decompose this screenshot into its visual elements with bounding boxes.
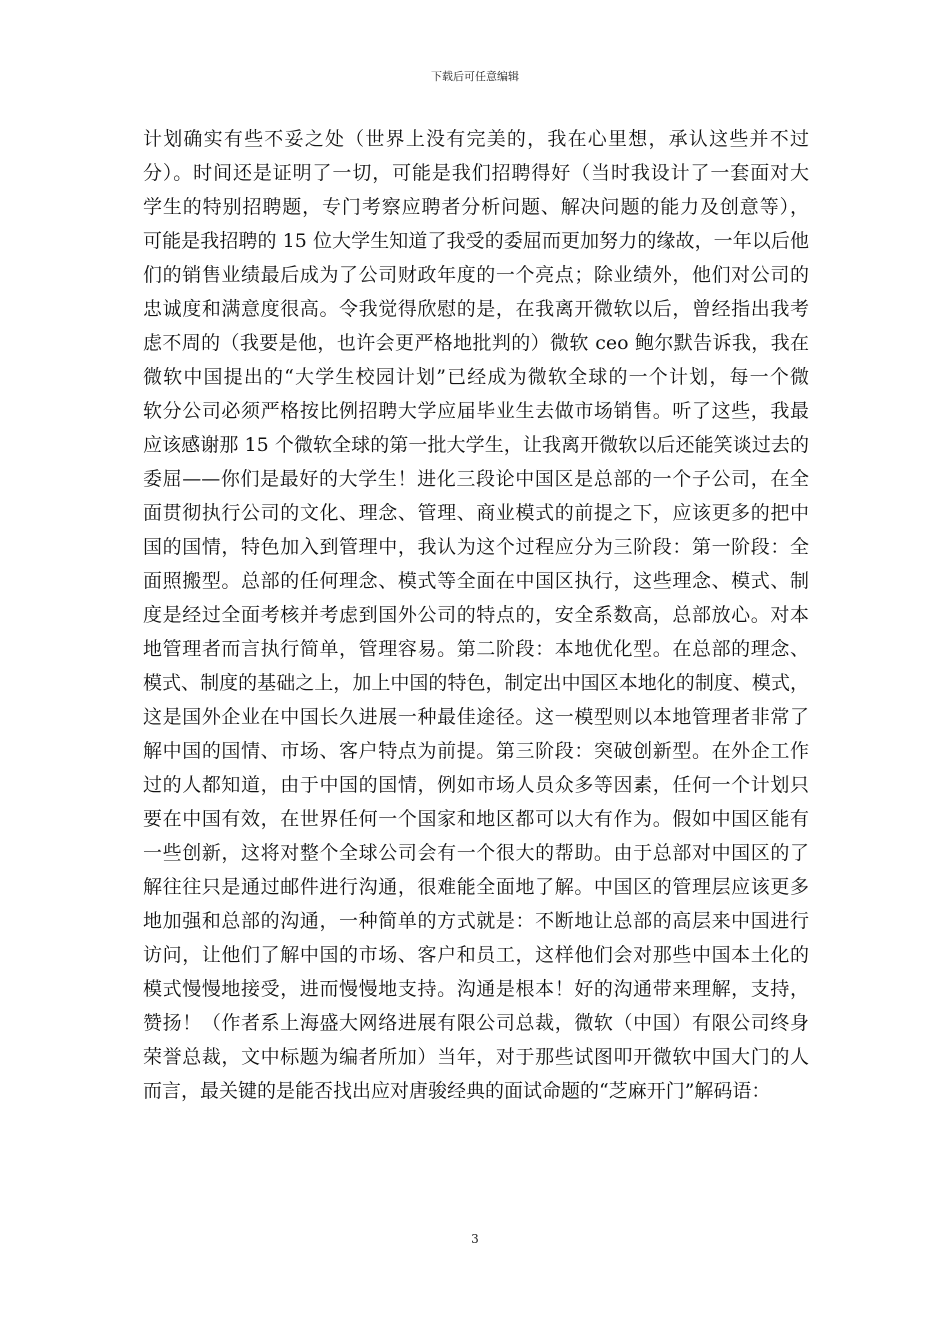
body-line: 地管理者而言执行简单，管理容易。第二阶段：本地优化型。在总部的理念、 (143, 638, 809, 660)
body-line: 模式慢慢地接受，进而慢慢地支持。沟通是根本！好的沟通带来理解，支持， (143, 978, 809, 1000)
body-line: 软分公司必须严格按比例招聘大学应届毕业生去做市场销售。听了这些，我最 (143, 400, 809, 422)
body-line: 荣誉总裁，文中标题为编者所加）当年，对于那些试图叩开微软中国大门的人 (143, 1046, 809, 1068)
body-line: 忠诚度和满意度很高。令我觉得欣慰的是，在我离开微软以后，曾经指出我考 (143, 298, 809, 320)
body-line: 委屈——你们是最好的大学生！进化三段论中国区是总部的一个子公司，在全 (143, 468, 809, 490)
body-line: 可能是我招聘的 15 位大学生知道了我受的委屈而更加努力的缘故，一年以后他 (143, 230, 809, 252)
body-line: 要在中国有效，在世界任何一个国家和地区都可以大有作为。假如中国区能有 (143, 808, 809, 830)
body-line: 过的人都知道，由于中国的国情，例如市场人员众多等因素，任何一个计划只 (143, 774, 809, 796)
body-line: 应该感谢那 15 个微软全球的第一批大学生，让我离开微软以后还能笑谈过去的 (143, 434, 809, 456)
body-line: 们的销售业绩最后成为了公司财政年度的一个亮点；除业绩外，他们对公司的 (143, 264, 809, 286)
body-line: 微软中国提出的“大学生校园计划”已经成为微软全球的一个计划，每一个微 (143, 366, 809, 388)
body-line: 度是经过全面考核并考虑到国外公司的特点的，安全系数高，总部放心。对本 (143, 604, 809, 626)
body-line: 这是国外企业在中国长久进展一种最佳途径。这一模型则以本地管理者非常了 (143, 706, 809, 728)
body-line: 分）。时间还是证明了一切，可能是我们招聘得好（当时我设计了一套面对大 (143, 162, 809, 184)
body-line: 计划确实有些不妥之处（世界上没有完美的，我在心里想，承认这些并不过 (143, 128, 809, 150)
body-line: 面照搬型。总部的任何理念、模式等全面在中国区执行，这些理念、模式、制 (143, 570, 809, 592)
page-header: 下载后可任意编辑 (431, 70, 519, 83)
body-line: 而言，最关键的是能否找出应对唐骏经典的面试命题的“芝麻开门”解码语： (143, 1080, 771, 1102)
body-line: 国的国情，特色加入到管理中，我认为这个过程应分为三阶段：第一阶段：全 (143, 536, 809, 558)
body-line: 面贯彻执行公司的文化、理念、管理、商业模式的前提之下，应该更多的把中 (143, 502, 809, 524)
body-line: 访问，让他们了解中国的市场、客户和员工，这样他们会对那些中国本土化的 (143, 944, 809, 966)
body-line: 解往往只是通过邮件进行沟通，很难能全面地了解。中国区的管理层应该更多 (143, 876, 809, 898)
body-line: 赞扬！（作者系上海盛大网络进展有限公司总裁，微软（中国）有限公司终身 (143, 1012, 809, 1034)
page-number: 3 (471, 1232, 479, 1246)
body-line: 一些创新，这将对整个全球公司会有一个很大的帮助。由于总部对中国区的了 (143, 842, 809, 864)
body-line: 学生的特别招聘题，专门考察应聘者分析问题、解决问题的能力及创意等）， (143, 196, 809, 218)
body-line: 地加强和总部的沟通，一种简单的方式就是：不断地让总部的高层来中国进行 (143, 910, 809, 932)
body-line: 虑不周的（我要是他，也许会更严格地批判的）微软 ceo 鲍尔默告诉我，我在 (143, 332, 809, 354)
body-line: 解中国的国情、市场、客户特点为前提。第三阶段：突破创新型。在外企工作 (143, 740, 809, 762)
body-text (143, 122, 809, 1108)
body-line: 模式、制度的基础之上，加上中国的特色，制定出中国区本地化的制度、模式， (143, 672, 809, 694)
